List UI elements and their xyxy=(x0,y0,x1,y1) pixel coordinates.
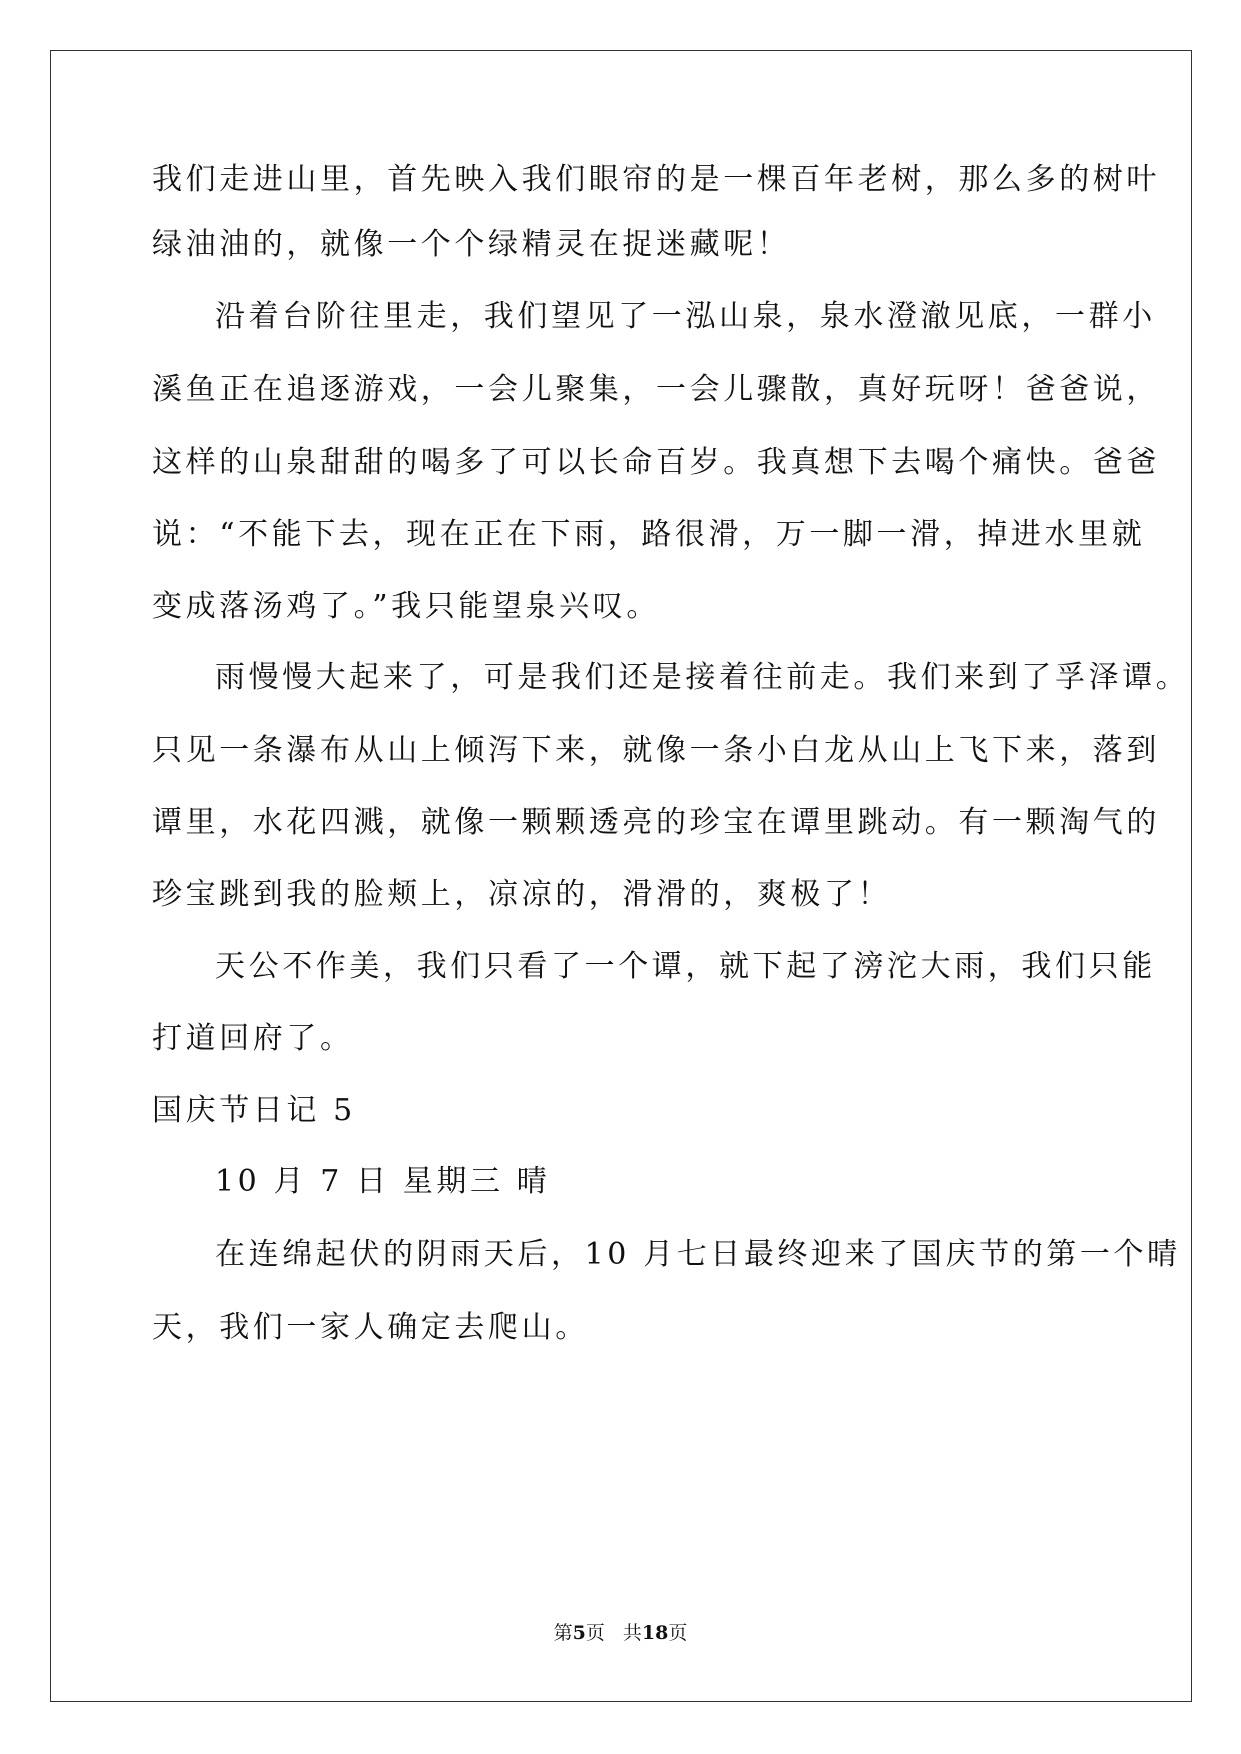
page-total: 18 xyxy=(641,1622,669,1644)
page-current: 5 xyxy=(572,1622,586,1644)
section-heading: 国庆节日记 5 xyxy=(152,1093,356,1128)
diary-date-line: 10 月 7 日 星期三 晴 xyxy=(215,1164,551,1199)
paragraph-line: 只见一条瀑布从山上倾泻下来，就像一条小白龙从山上飞下来，落到 xyxy=(152,733,1160,768)
paragraph-line: 天公不作美，我们只看了一个谭，就下起了滂沱大雨，我们只能 xyxy=(215,949,1156,984)
paragraph-line: 珍宝跳到我的脸颊上，凉凉的，滑滑的，爽极了！ xyxy=(152,877,892,912)
page-prefix: 第 xyxy=(553,1622,573,1644)
paragraph-line: 雨慢慢大起来了，可是我们还是接着往前走。我们来到了孚泽谭。 xyxy=(215,660,1190,695)
paragraph-line: 我们走进山里，首先映入我们眼帘的是一棵百年老树，那么多的树叶 xyxy=(152,162,1160,197)
page-footer xyxy=(0,1621,1241,1645)
paragraph-line: 说：“不能下去，现在正在下雨，路很滑，万一脚一滑，掉进水里就 xyxy=(152,517,1146,552)
total-suffix: 页 xyxy=(668,1622,688,1644)
paragraph-line: 溪鱼正在追逐游戏，一会儿聚集，一会儿骤散，真好玩呀！爸爸说， xyxy=(152,372,1160,407)
paragraph-line: 打道回府了。 xyxy=(152,1021,354,1056)
paragraph-line: 这样的山泉甜甜的喝多了可以长命百岁。我真想下去喝个痛快。爸爸 xyxy=(152,445,1160,480)
total-prefix: 共 xyxy=(622,1622,642,1644)
paragraph-line: 在连绵起伏的阴雨天后，10 月七日最终迎来了国庆节的第一个晴 xyxy=(215,1237,1181,1272)
paragraph-line: 沿着台阶往里走，我们望见了一泓山泉，泉水澄澈见底，一群小 xyxy=(215,299,1156,334)
paragraph-line: 天，我们一家人确定去爬山。 xyxy=(152,1310,589,1345)
paragraph-line: 谭里，水花四溅，就像一颗颗透亮的珍宝在谭里跳动。有一颗淘气的 xyxy=(152,805,1160,840)
paragraph-line: 变成落汤鸡了。”我只能望泉兴叹。 xyxy=(152,589,660,624)
paragraph-line: 绿油油的，就像一个个绿精灵在捉迷藏呢！ xyxy=(152,227,791,262)
page-mid: 页 xyxy=(585,1622,605,1644)
